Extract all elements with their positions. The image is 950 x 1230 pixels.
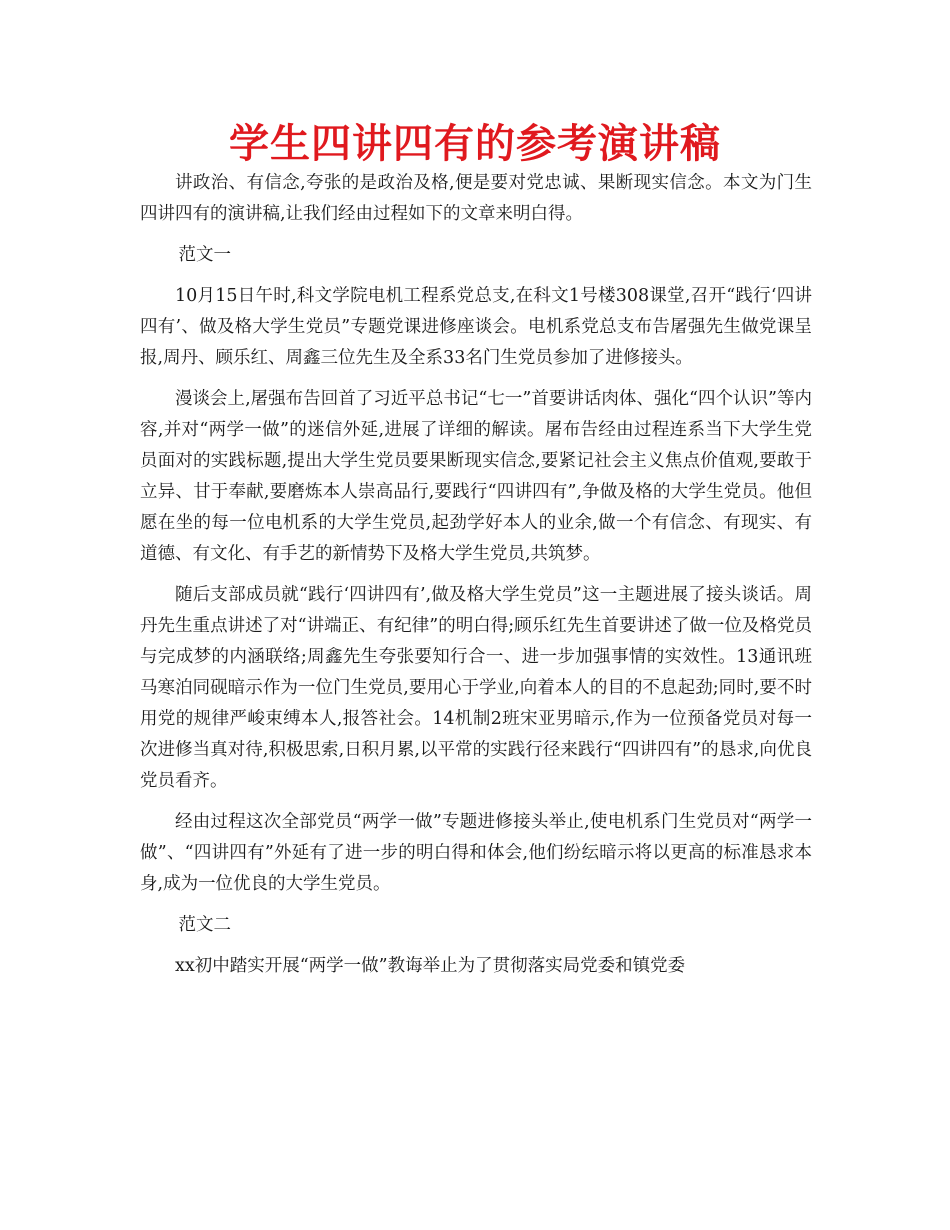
paragraph-intro: 讲政治、有信念,夸张的是政治及格,便是要对党忠诚、果断现实信念。本文为门生四讲四有的演讲稿,让我们经由过程如下的文章来明白得。	[140, 173, 812, 224]
section-heading-2: 范文二	[178, 915, 231, 935]
paragraph: 漫谈会上,屠强布告回首了习近平总书记“七一”首要讲话肉体、强化“四个认识”等内容,并对“两学一做”的迷信外延,进展了详细的解读。屠布告经由过程连系当下大学生党员面对的实践标题,提出大学生党员要果断现实信念,要紧记社会主义焦点价值观,要敢于立异、甘于奉献,要磨炼本人崇高品行,要践行“四讲四有”,争做及格的大学生党员。他但愿在坐的每一位电机系的大学生党员,起劲学好本人的业余,做一个有信念、有现实、有道德、有文化、有手艺的新情势下及格大学生党员,共筑梦。	[140, 389, 812, 564]
paragraph: 10月15日午时,科文学院电机工程系党总支,在科文1号楼308课堂,召开“践行‘四讲四有’、做及格大学生党员”专题党课进修座谈会。电机系党总支布告屠强先生做党课呈报,周丹、顾乐红、周鑫三位先生及全系33名门生党员参加了进修接头。	[140, 286, 812, 368]
section-heading-1: 范文一	[178, 245, 231, 265]
paragraph: 经由过程这次全部党员“两学一做”专题进修接头举止,使电机系门生党员对“两学一做”、“四讲四有”外延有了进一步的明白得和体会,他们纷纭暗示将以更高的标准恳求本身,成为一位优良的大学生党员。	[140, 812, 812, 894]
document-title: 学生四讲四有的参考演讲稿	[229, 121, 721, 167]
document-body	[140, 168, 812, 992]
paragraph: xx初中踏实开展“两学一做”教诲举止为了贯彻落实局党委和镇党委	[175, 956, 686, 976]
paragraph: 随后支部成员就“践行‘四讲四有’,做及格大学生党员”这一主题进展了接头谈话。周丹先生重点讲述了对“讲端正、有纪律”的明白得;顾乐红先生首要讲述了做一位及格党员与完成梦的内涵联络;周鑫先生夸张要知行合一、进一步加强事情的实效性。13通讯班马寒泊同砚暗示作为一位门生党员,要用心于学业,向着本人的目的不息起劲;同时,要不时用党的规律严峻束缚本人,报答社会。14机制2班宋亚男暗示,作为一位预备党员对每一次进修当真对待,积极思索,日积月累,以平常的实践行径来践行“四讲四有”的恳求,向优良党员看齐。	[140, 585, 812, 791]
